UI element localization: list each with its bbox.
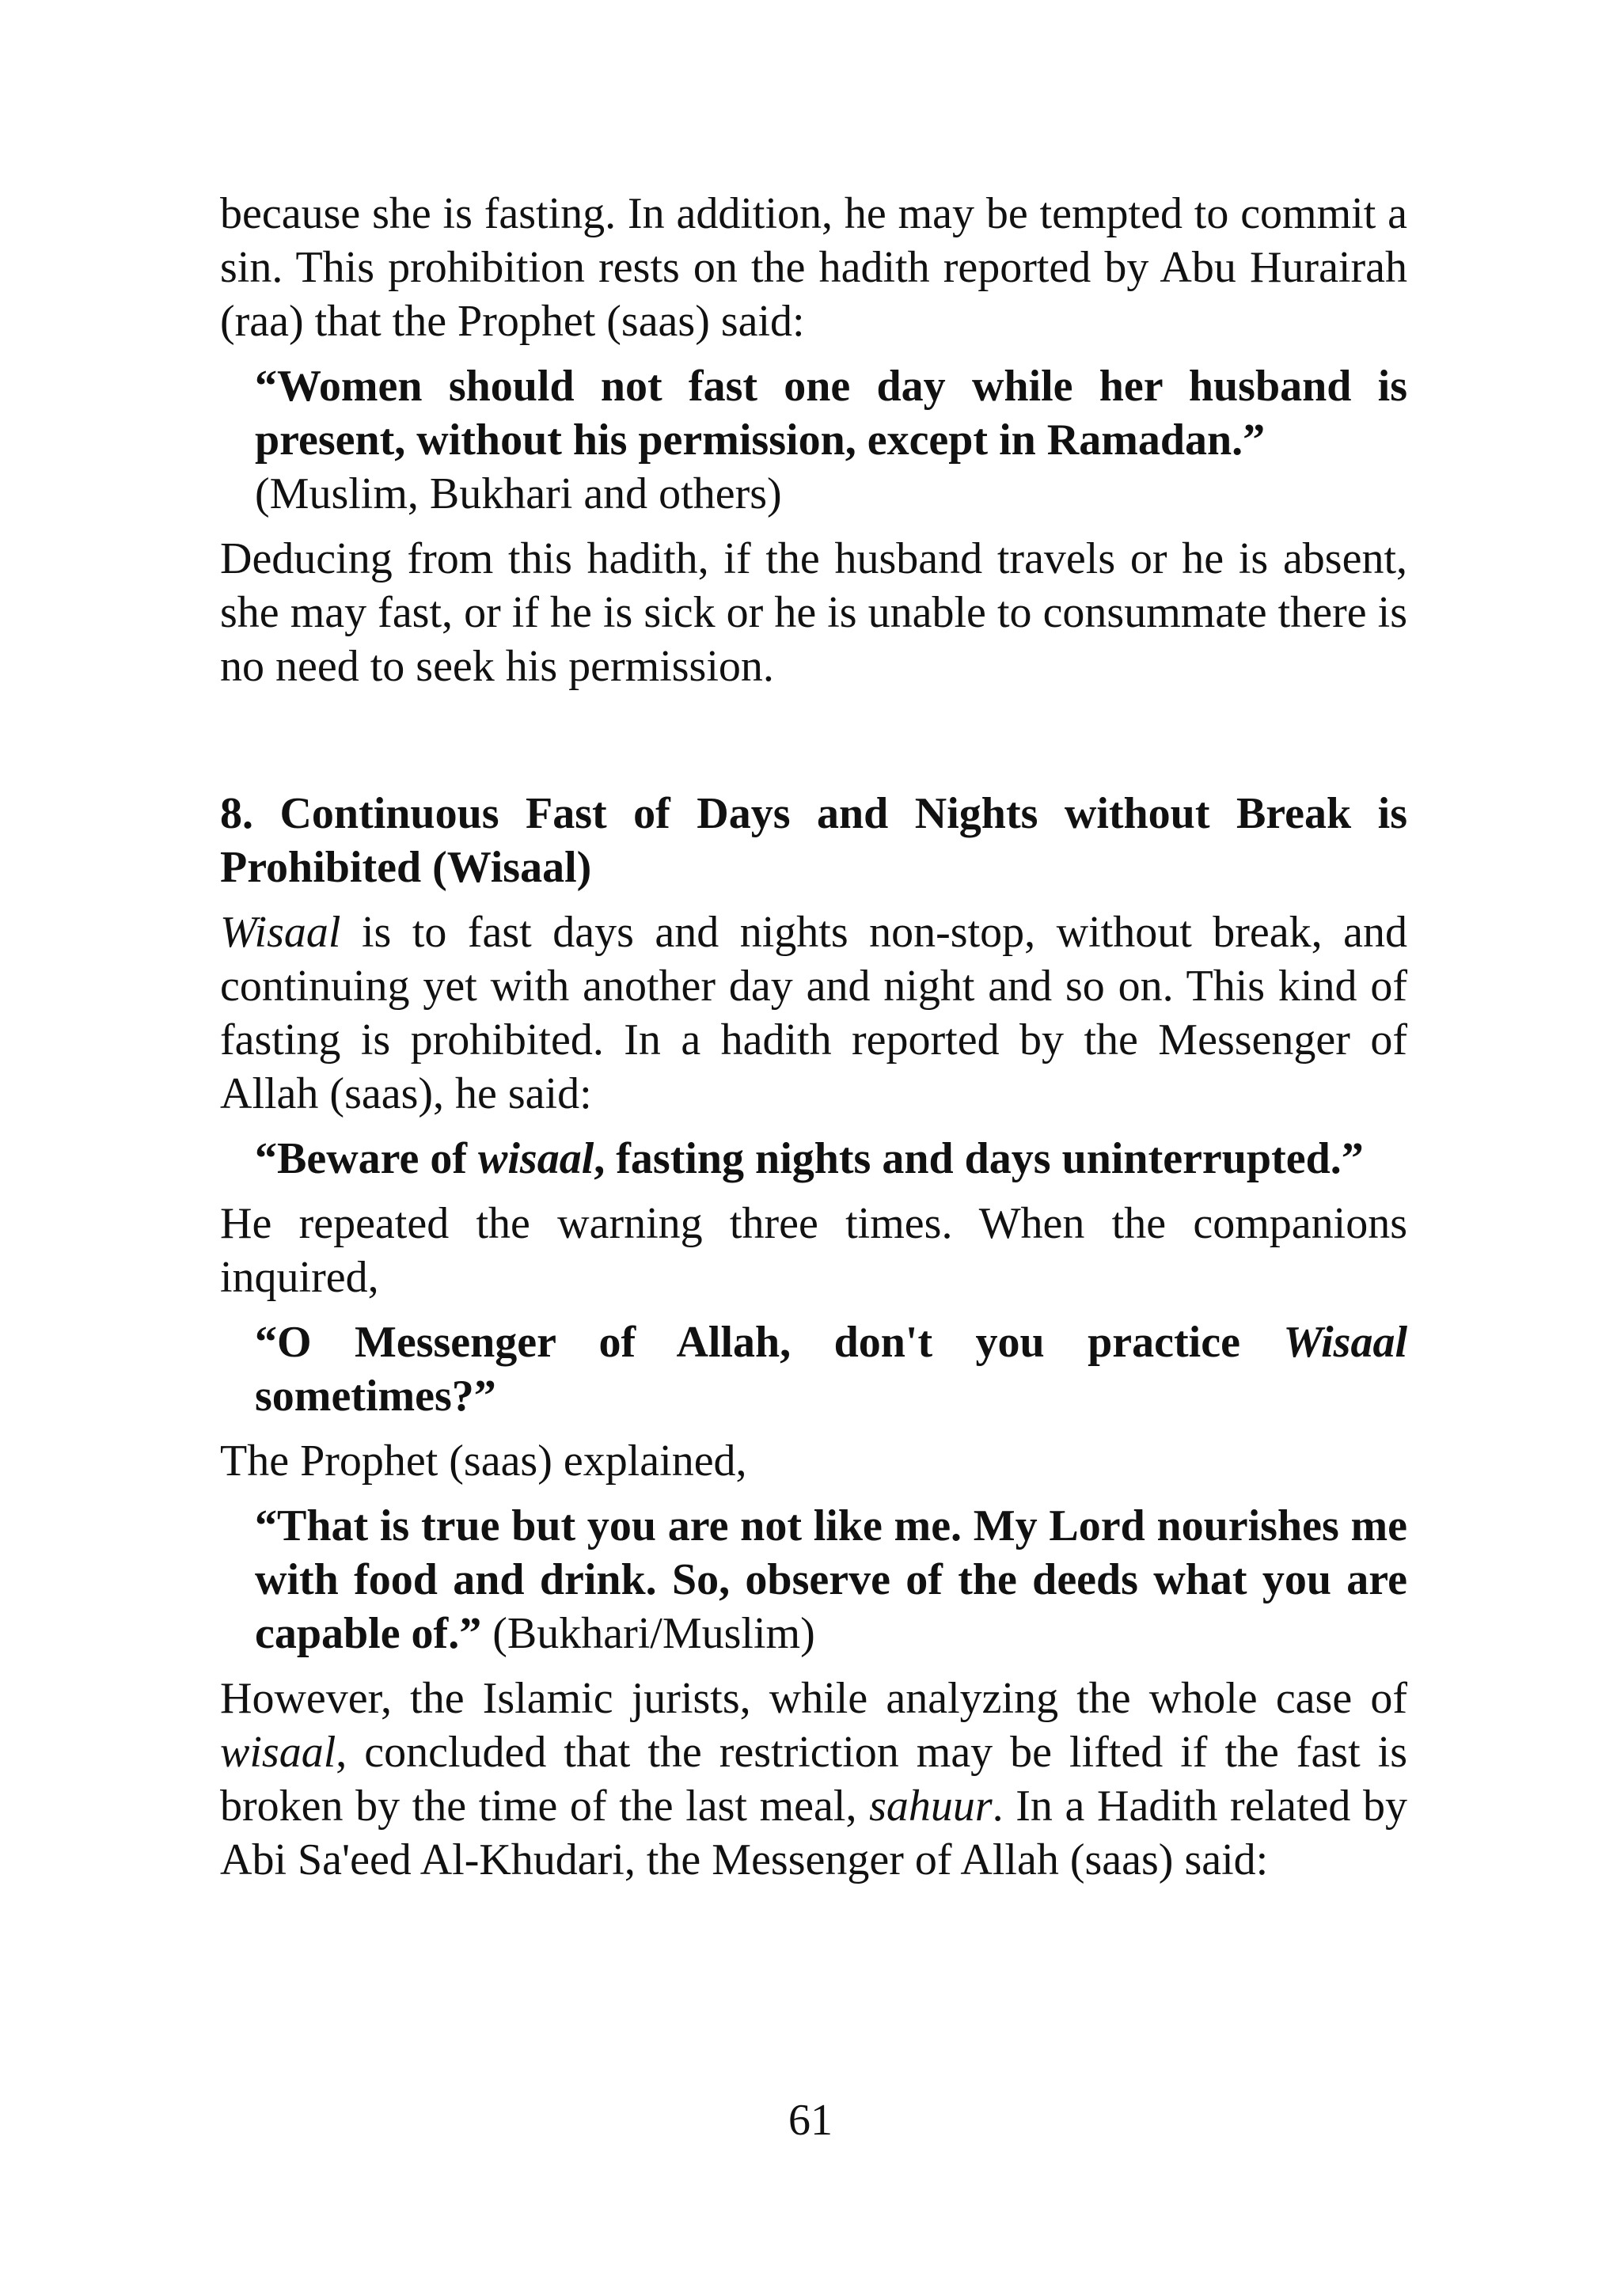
body-paragraph: [220, 1672, 1407, 1887]
paragraph-text: The Prophet (saas) explained,: [220, 1436, 747, 1486]
paragraph-text: because she is fasting. In addition, he may be tempted to commit a sin. This prohibition rests on the hadith reported by Abu Hurairah (raa) that the Prophet (saas) said:: [220, 189, 1407, 346]
paragraph-text: However, the Islamic jurists, while analyzing the whole case of: [220, 1674, 1407, 1723]
italic-term: wisaal: [478, 1134, 594, 1183]
hadith-quote: [255, 1132, 1407, 1186]
quote-text: , fasting nights and days uninterrupted.”: [594, 1134, 1364, 1183]
paragraph-text: . In a Hadith related by Abi Sa'eed Al-Khudari, the Messenger of Allah (saas) said:: [220, 1782, 1408, 1884]
hadith-quote: [255, 359, 1407, 521]
italic-term: Wisaal: [1283, 1318, 1407, 1367]
italic-term: Wisaal: [220, 908, 341, 957]
page-number: 61: [788, 2096, 833, 2145]
quote-text: “Beware of: [255, 1134, 478, 1183]
heading-text: 8. Continuous Fast of Days and Nights without Break is Prohibited (Wisaal): [220, 789, 1407, 892]
body-paragraph: [220, 187, 1407, 348]
quote-source: (Muslim, Bukhari and others): [255, 469, 782, 518]
paragraph-text: , concluded that the restriction may be lifted if the fast is broken by the time of the last meal,: [220, 1728, 1407, 1831]
paragraph-text: Deducing from this hadith, if the husband travels or he is absent, she may fast, or if he is sick or he is unable to consummate there is no need to seek his permission.: [220, 534, 1407, 691]
body-paragraph: [220, 1197, 1407, 1304]
italic-term: sahuur: [869, 1782, 993, 1831]
body-paragraph: [220, 1434, 1407, 1488]
italic-term: wisaal: [220, 1728, 336, 1777]
quote-text: “O Messenger of Allah, don't you practice: [255, 1318, 1284, 1367]
quote-text: “That is true but you are not like me. My Lord nourishes me with food and drink. So, observe of the deeds what you are capable of.”: [255, 1501, 1407, 1658]
body-paragraph: [220, 905, 1407, 1121]
hadith-quote: [255, 1315, 1407, 1423]
quote-text: sometimes?”: [255, 1372, 496, 1421]
quote-source: (Bukhari/Muslim): [481, 1609, 815, 1658]
body-paragraph: [220, 532, 1407, 693]
paragraph-text: is to fast days and nights non-stop, without break, and continuing yet with another day and night and so on. This kind of fasting is prohibited. In a hadith reported by the Messenger of Allah (saas), he said:: [220, 908, 1407, 1118]
paragraph-text: He repeated the warning three times. When the companions inquired,: [220, 1199, 1407, 1302]
hadith-quote: [255, 1499, 1407, 1660]
page-body: [220, 187, 1407, 1887]
quote-text: “Women should not fast one day while her husband is present, without his permission, except in Ramadan.”: [255, 362, 1407, 465]
section-heading: [220, 787, 1407, 894]
